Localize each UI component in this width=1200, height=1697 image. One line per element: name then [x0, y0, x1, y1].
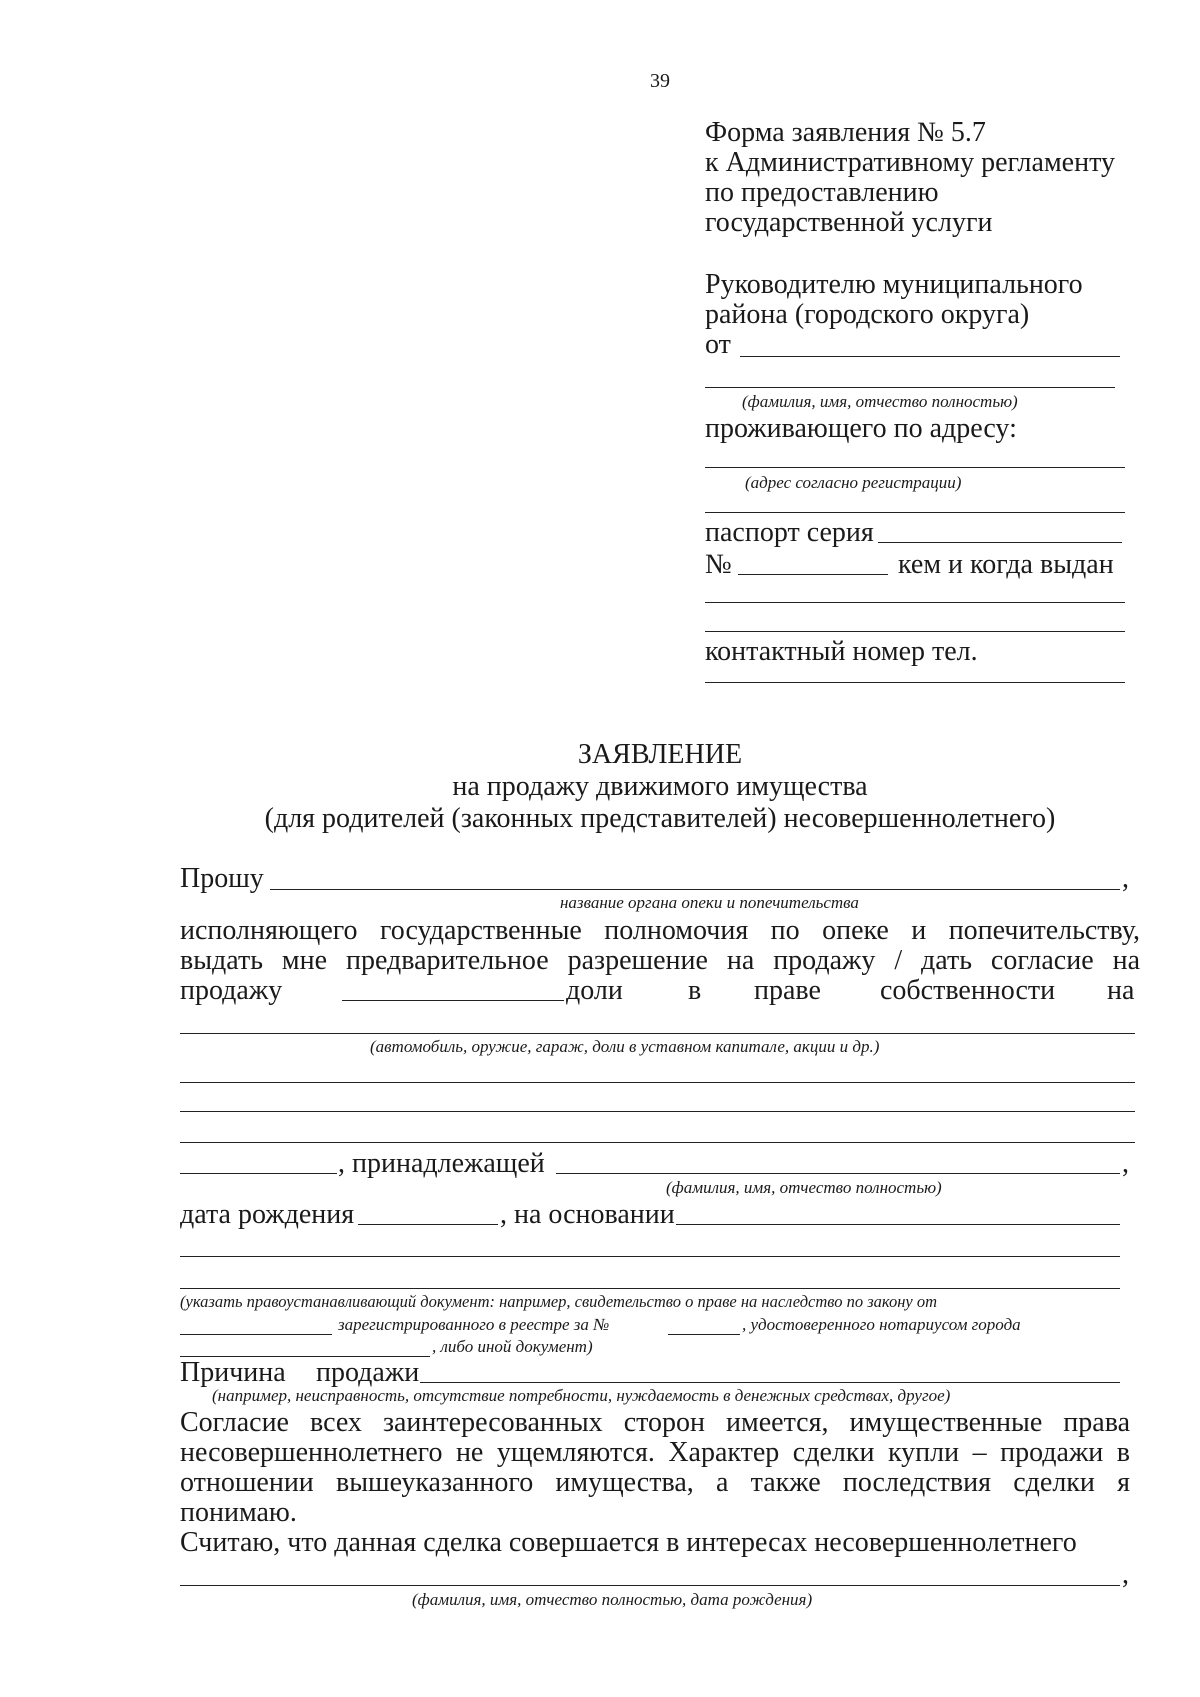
na-word: на: [1107, 975, 1135, 1006]
consent-line: понимаю.: [180, 1497, 297, 1528]
fio-hint: (фамилия, имя, отчество полностью): [742, 392, 1018, 411]
consent-line: несовершеннолетнего не ущемляются. Характер сделки купли – продажи в: [180, 1437, 1130, 1468]
property-field[interactable]: [180, 1033, 1135, 1034]
registry-number-field[interactable]: [668, 1334, 740, 1335]
passport-number-field[interactable]: [738, 574, 888, 575]
passport-number-label: №: [705, 549, 732, 580]
birth-date-label: дата рождения: [180, 1199, 355, 1230]
reason-field[interactable]: [420, 1382, 1120, 1383]
passport-series-field[interactable]: [878, 542, 1122, 543]
organ-hint: название органа опеки и попечительства: [560, 893, 859, 912]
v-word: в: [688, 975, 702, 1006]
property-hint: (автомобиль, оружие, гараж, доли в уставном капитале, акции и др.): [370, 1037, 880, 1056]
prodazhu-word: продажу: [180, 975, 283, 1006]
proshu-label: Прошу: [180, 863, 264, 894]
phone-field[interactable]: [705, 682, 1125, 683]
comma: ,: [1122, 1559, 1129, 1590]
paragraph-line: выдать мне предварительное разрешение на продажу / дать согласие на: [180, 945, 1140, 976]
owner-field[interactable]: [556, 1173, 1120, 1174]
regulation-ref: к Административному регламенту: [705, 147, 1115, 178]
property-field-4[interactable]: [180, 1142, 1135, 1143]
minor-hint: (фамилия, имя, отчество полностью, дата рождения): [412, 1590, 813, 1609]
regulation-ref-3: государственной услуги: [705, 207, 993, 238]
issued-field-2[interactable]: [705, 631, 1125, 632]
owner-hint: (фамилия, имя, отчество полностью): [666, 1178, 942, 1197]
address-label: проживающего по адресу:: [705, 413, 1017, 444]
prave-word: праве: [754, 975, 821, 1006]
basis-field-2[interactable]: [180, 1256, 1120, 1257]
property-field-2[interactable]: [180, 1082, 1135, 1083]
comma: ,: [1122, 1148, 1129, 1179]
property-field-3[interactable]: [180, 1111, 1135, 1112]
page-number: 39: [650, 70, 670, 92]
minor-field[interactable]: [180, 1585, 1120, 1586]
form-number: Форма заявления № 5.7: [705, 117, 986, 148]
phone-label: контактный номер тел.: [705, 636, 978, 667]
comma: ,: [1122, 863, 1129, 894]
sobstvennosti-word: собственности: [880, 975, 1056, 1006]
issued-label: кем и когда выдан: [898, 549, 1114, 580]
share-field[interactable]: [342, 1000, 564, 1001]
from-fio-field-2[interactable]: [705, 387, 1115, 388]
document-hint-2b: , удостоверенного нотариусом города: [742, 1315, 1021, 1334]
document-hint-2: зарегистрированного в реестре за №: [338, 1315, 610, 1334]
address-field-2[interactable]: [705, 512, 1125, 513]
property-tail-field[interactable]: [180, 1173, 337, 1174]
paragraph-line: исполняющего государственные полномочия по опеке и попечительству,: [180, 915, 1140, 946]
doli-word: доли: [566, 975, 623, 1006]
document-subtitle-2: (для родителей (законных представителей) несовершеннолетнего): [264, 803, 1056, 834]
document-title: ЗАЯВЛЕНИЕ: [577, 739, 743, 770]
basis-field[interactable]: [676, 1224, 1120, 1225]
basis-field-3[interactable]: [180, 1288, 1120, 1289]
document-hint: (указать правоустанавливающий документ: например, свидетельство о праве на наследство по закону от: [180, 1292, 938, 1311]
document-hint-3: , либо иной документ): [432, 1337, 593, 1356]
interest-line: Считаю, что данная сделка совершается в интересах несовершеннолетнего: [180, 1527, 1077, 1558]
passport-series-label: паспорт серия: [705, 517, 874, 548]
issued-field[interactable]: [705, 602, 1125, 603]
consent-line: отношении вышеуказанного имущества, а также последствия сделки я: [180, 1467, 1130, 1498]
consent-line: Согласие всех заинтересованных сторон имеется, имущественные права: [180, 1407, 1130, 1438]
address-field[interactable]: [705, 467, 1125, 468]
addressee-line-1: Руководителю муниципального: [705, 269, 1083, 300]
from-label: от: [705, 329, 731, 360]
addressee-line-2: района (городского округа): [705, 299, 1030, 330]
reason-word-1: Причина: [180, 1357, 286, 1388]
document-subtitle: на продажу движимого имущества: [452, 771, 868, 802]
reason-word-2: продажи: [316, 1357, 420, 1388]
on-basis-label: , на основании: [500, 1199, 675, 1230]
birth-date-field[interactable]: [358, 1224, 498, 1225]
from-fio-field[interactable]: [740, 356, 1120, 357]
address-hint: (адрес согласно регистрации): [745, 473, 962, 492]
regulation-ref-2: по предоставлению: [705, 177, 939, 208]
belonging-label: , принадлежащей: [338, 1148, 545, 1179]
reason-hint: (например, неисправность, отсутствие потребности, нуждаемость в денежных средствах, другое): [212, 1386, 951, 1405]
organ-field[interactable]: [270, 889, 1120, 890]
doc-date-field[interactable]: [180, 1334, 332, 1335]
